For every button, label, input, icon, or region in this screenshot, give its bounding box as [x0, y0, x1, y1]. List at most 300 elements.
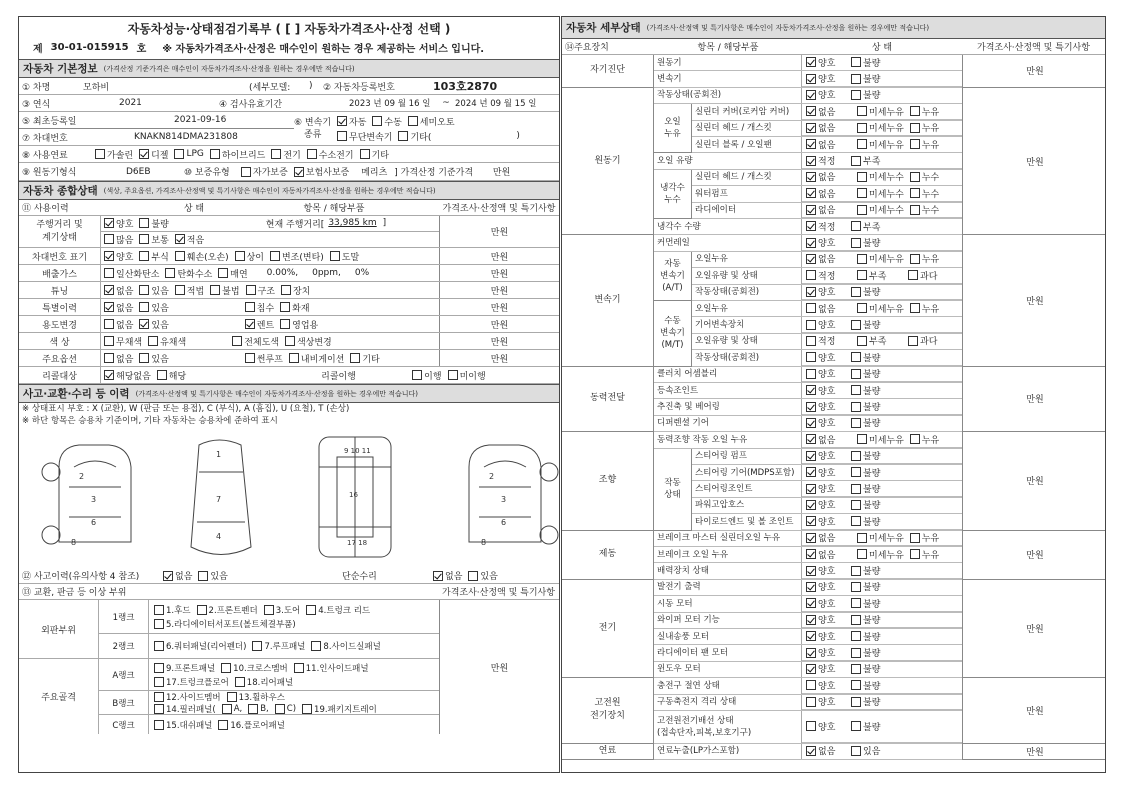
checkbox-option[interactable]: 없음 [805, 548, 851, 561]
checkbox-option[interactable]: 있음 [850, 744, 890, 757]
checkbox-option[interactable]: 불량 [850, 482, 890, 495]
checkbox-option[interactable]: 일산화탄소 [103, 267, 159, 280]
checkbox-option[interactable]: 미세누유 [856, 252, 904, 265]
part-item[interactable]: 5.라디에이터서포트(볼트체결부품) [153, 618, 296, 630]
part-item[interactable]: 3.도어 [263, 604, 301, 616]
part-item[interactable]: 8.사이드실패널 [310, 640, 380, 652]
checkbox-option[interactable]: 상이 [234, 250, 264, 263]
checkbox-option[interactable]: 이행 [411, 369, 441, 382]
unchecked-box-icon[interactable] [851, 648, 861, 658]
unchecked-box-icon[interactable] [857, 303, 867, 313]
checkbox-option[interactable]: 양호 [805, 515, 845, 528]
checked-box-icon[interactable] [806, 582, 816, 592]
checkbox-option[interactable]: 불량 [850, 564, 890, 577]
unchecked-box-icon[interactable] [910, 123, 920, 133]
unchecked-box-icon[interactable] [372, 116, 382, 126]
checkbox-option[interactable]: 양호 [805, 498, 845, 511]
checkbox-option[interactable]: 양호 [805, 597, 845, 610]
unchecked-box-icon[interactable] [104, 319, 114, 329]
checked-box-icon[interactable] [806, 90, 816, 100]
unchecked-box-icon[interactable] [857, 123, 867, 133]
checkbox-option[interactable]: 불량 [850, 351, 890, 364]
checkbox-option[interactable]: 없음 [805, 252, 851, 265]
part-item[interactable]: 4.트렁크 리드 [305, 604, 370, 616]
checkbox-option[interactable]: 화재 [279, 301, 309, 314]
unchecked-box-icon[interactable] [806, 369, 816, 379]
checkbox-option[interactable]: 불량 [850, 285, 890, 298]
checkbox-option[interactable]: 없음 [432, 569, 462, 582]
checkbox-option[interactable]: 수소전기 [306, 148, 354, 161]
checkbox-option[interactable]: 없음 [162, 569, 192, 582]
checkbox-option[interactable]: 불량 [850, 416, 890, 429]
unchecked-box-icon[interactable] [95, 149, 105, 159]
checkbox-option[interactable]: 양호 [805, 482, 845, 495]
checkbox-option[interactable]: 양호 [805, 318, 845, 331]
checkbox-option[interactable]: LPG [173, 149, 203, 159]
checkbox-option[interactable]: 적정 [805, 154, 845, 167]
unchecked-box-icon[interactable] [851, 418, 861, 428]
unchecked-box-icon[interactable] [218, 720, 228, 730]
checked-box-icon[interactable] [806, 172, 816, 182]
unchecked-box-icon[interactable] [104, 353, 114, 363]
unchecked-box-icon[interactable] [851, 320, 861, 330]
unchecked-box-icon[interactable] [271, 149, 281, 159]
checked-box-icon[interactable] [104, 370, 114, 380]
checkbox-option[interactable]: 양호 [805, 351, 845, 364]
checkbox-option[interactable]: 불량 [850, 466, 890, 479]
unchecked-box-icon[interactable] [851, 74, 861, 84]
unchecked-box-icon[interactable] [270, 251, 280, 261]
unchecked-box-icon[interactable] [408, 116, 418, 126]
checked-box-icon[interactable] [806, 648, 816, 658]
unchecked-box-icon[interactable] [806, 721, 816, 731]
part-item[interactable]: A, [221, 704, 243, 714]
checkbox-option[interactable]: 양호 [805, 646, 845, 659]
checkbox-option[interactable]: 양호 [805, 367, 845, 380]
unchecked-box-icon[interactable] [139, 251, 149, 261]
checkbox-option[interactable]: 양호 [805, 679, 845, 692]
checkbox-option[interactable]: 변조(변타) [269, 250, 324, 263]
unchecked-box-icon[interactable] [245, 302, 255, 312]
checkbox-option[interactable]: 양호 [805, 564, 845, 577]
unchecked-box-icon[interactable] [264, 605, 274, 615]
unchecked-box-icon[interactable] [851, 697, 861, 707]
checkbox-option[interactable]: 색상변경 [284, 335, 332, 348]
checkbox-option[interactable]: 부족 [856, 269, 902, 282]
checkbox-option[interactable]: 없음 [805, 170, 851, 183]
unchecked-box-icon[interactable] [104, 336, 114, 346]
checked-box-icon[interactable] [163, 571, 173, 581]
checkbox-option[interactable]: 누유 [909, 433, 955, 446]
checkbox-option[interactable]: 불량 [850, 662, 890, 675]
checkbox-option[interactable]: 렌트 [244, 318, 274, 331]
checkbox-option[interactable]: 없음 [103, 284, 133, 297]
unchecked-box-icon[interactable] [857, 139, 867, 149]
checkbox-option[interactable]: 적정 [805, 334, 851, 347]
checked-box-icon[interactable] [806, 238, 816, 248]
unchecked-box-icon[interactable] [294, 663, 304, 673]
checkbox-option[interactable]: 양호 [805, 285, 845, 298]
unchecked-box-icon[interactable] [139, 218, 149, 228]
unchecked-box-icon[interactable] [350, 353, 360, 363]
checkbox-option[interactable]: 해당 [156, 369, 186, 382]
checkbox-option[interactable]: 불량 [850, 88, 890, 101]
unchecked-box-icon[interactable] [851, 500, 861, 510]
unchecked-box-icon[interactable] [806, 352, 816, 362]
unchecked-box-icon[interactable] [910, 533, 920, 543]
unchecked-box-icon[interactable] [154, 720, 164, 730]
unchecked-box-icon[interactable] [398, 131, 408, 141]
unchecked-box-icon[interactable] [857, 549, 867, 559]
checkbox-option[interactable]: 무단변속기 [336, 130, 392, 143]
checkbox-option[interactable]: 양호 [805, 72, 845, 85]
part-item[interactable]: 11.인사이드패널 [293, 662, 369, 674]
checkbox-option[interactable]: 누수 [909, 203, 955, 216]
unchecked-box-icon[interactable] [252, 641, 262, 651]
checked-box-icon[interactable] [806, 746, 816, 756]
unchecked-box-icon[interactable] [851, 385, 861, 395]
checkbox-option[interactable]: 보험사보증 [293, 165, 349, 178]
checked-box-icon[interactable] [806, 516, 816, 526]
unchecked-box-icon[interactable] [908, 336, 918, 346]
checkbox-option[interactable]: 적음 [174, 233, 204, 246]
checkbox-option[interactable]: 수동 [371, 115, 401, 128]
checked-box-icon[interactable] [806, 57, 816, 67]
part-item[interactable]: 17.트렁크플로어 [153, 676, 229, 688]
checkbox-option[interactable]: 양호 [805, 662, 845, 675]
unchecked-box-icon[interactable] [360, 149, 370, 159]
checkbox-option[interactable]: 누유 [909, 252, 955, 265]
checkbox-option[interactable]: 불량 [850, 646, 890, 659]
unchecked-box-icon[interactable] [285, 336, 295, 346]
unchecked-box-icon[interactable] [851, 369, 861, 379]
checkbox-option[interactable]: 없음 [103, 352, 133, 365]
part-item[interactable]: C) [274, 704, 296, 714]
checkbox-option[interactable]: 양호 [805, 449, 845, 462]
unchecked-box-icon[interactable] [910, 254, 920, 264]
unchecked-box-icon[interactable] [851, 352, 861, 362]
part-item[interactable]: 19.패키지트레이 [301, 703, 377, 714]
checkbox-option[interactable]: 양호 [805, 384, 845, 397]
unchecked-box-icon[interactable] [851, 680, 861, 690]
checked-box-icon[interactable] [806, 467, 816, 477]
checked-box-icon[interactable] [806, 631, 816, 641]
checkbox-option[interactable]: 기타 [359, 148, 389, 161]
unchecked-box-icon[interactable] [281, 285, 291, 295]
checkbox-option[interactable]: 양호 [805, 630, 845, 643]
checkbox-option[interactable]: 침수 [244, 301, 274, 314]
checkbox-option[interactable]: 없음 [805, 531, 851, 544]
checkbox-option[interactable]: 장치 [280, 284, 310, 297]
checkbox-option[interactable]: 매연 [217, 267, 247, 280]
unchecked-box-icon[interactable] [857, 434, 867, 444]
checkbox-option[interactable]: 양호 [805, 613, 845, 626]
checkbox-option[interactable]: 보통 [138, 233, 168, 246]
checkbox-option[interactable]: 불량 [850, 498, 890, 511]
part-item[interactable]: 16.플로어패널 [217, 719, 285, 731]
unchecked-box-icon[interactable] [154, 663, 164, 673]
checked-box-icon[interactable] [806, 434, 816, 444]
unchecked-box-icon[interactable] [232, 336, 242, 346]
checkbox-option[interactable]: 유채색 [147, 335, 186, 348]
checkbox-option[interactable]: 전기 [270, 148, 300, 161]
checkbox-option[interactable]: 불량 [850, 695, 890, 708]
unchecked-box-icon[interactable] [210, 149, 220, 159]
unchecked-box-icon[interactable] [910, 434, 920, 444]
checked-box-icon[interactable] [806, 205, 816, 215]
checked-box-icon[interactable] [806, 500, 816, 510]
unchecked-box-icon[interactable] [227, 692, 237, 702]
unchecked-box-icon[interactable] [851, 238, 861, 248]
part-item[interactable]: 15.대쉬패널 [153, 719, 212, 731]
unchecked-box-icon[interactable] [851, 156, 861, 166]
checkbox-option[interactable]: 부식 [138, 250, 168, 263]
checked-box-icon[interactable] [806, 385, 816, 395]
unchecked-box-icon[interactable] [910, 205, 920, 215]
unchecked-box-icon[interactable] [806, 270, 816, 280]
checkbox-option[interactable]: 미세누유 [856, 121, 904, 134]
unchecked-box-icon[interactable] [302, 704, 312, 714]
checked-box-icon[interactable] [806, 402, 816, 412]
checkbox-option[interactable]: 미세누유 [856, 138, 904, 151]
checkbox-option[interactable]: 있음 [138, 318, 168, 331]
checkbox-option[interactable]: 누수 [909, 187, 955, 200]
checkbox-option[interactable]: 없음 [805, 203, 851, 216]
checkbox-option[interactable]: 양호 [805, 88, 845, 101]
checkbox-option[interactable]: 양호 [805, 466, 845, 479]
checkbox-option[interactable]: 구조 [245, 284, 275, 297]
unchecked-box-icon[interactable] [197, 605, 207, 615]
unchecked-box-icon[interactable] [275, 704, 285, 714]
unchecked-box-icon[interactable] [857, 172, 867, 182]
checked-box-icon[interactable] [806, 451, 816, 461]
checked-box-icon[interactable] [139, 149, 149, 159]
checked-box-icon[interactable] [104, 285, 114, 295]
checkbox-option[interactable]: 미세누유 [856, 105, 904, 118]
unchecked-box-icon[interactable] [851, 582, 861, 592]
unchecked-box-icon[interactable] [221, 663, 231, 673]
unchecked-box-icon[interactable] [806, 697, 816, 707]
unchecked-box-icon[interactable] [910, 139, 920, 149]
unchecked-box-icon[interactable] [806, 680, 816, 690]
checkbox-option[interactable]: 불량 [850, 318, 890, 331]
checkbox-option[interactable]: 불량 [850, 236, 890, 249]
checkbox-option[interactable]: 없음 [805, 187, 851, 200]
checkbox-option[interactable]: 없음 [805, 302, 851, 315]
checkbox-option[interactable]: 불량 [850, 72, 890, 85]
checked-box-icon[interactable] [806, 254, 816, 264]
checkbox-option[interactable]: 누수 [909, 170, 955, 183]
checked-box-icon[interactable] [806, 106, 816, 116]
unchecked-box-icon[interactable] [910, 172, 920, 182]
checked-box-icon[interactable] [139, 319, 149, 329]
checkbox-option[interactable]: 누유 [909, 531, 955, 544]
part-item[interactable]: 13.휠하우스 [226, 691, 285, 702]
checkbox-option[interactable]: 없음 [103, 301, 133, 314]
part-item[interactable]: 10.크로스멤버 [220, 662, 288, 674]
unchecked-box-icon[interactable] [851, 451, 861, 461]
part-item[interactable]: 6.쿼터패널(리어펜더) [153, 640, 246, 652]
unchecked-box-icon[interactable] [857, 188, 867, 198]
checkbox-option[interactable]: 많음 [103, 233, 133, 246]
checkbox-option[interactable]: 불량 [850, 384, 890, 397]
checkbox-option[interactable]: 양호 [805, 400, 845, 413]
unchecked-box-icon[interactable] [218, 268, 228, 278]
unchecked-box-icon[interactable] [157, 370, 167, 380]
checked-box-icon[interactable] [294, 167, 304, 177]
checkbox-option[interactable]: 세미오토 [407, 115, 455, 128]
unchecked-box-icon[interactable] [280, 319, 290, 329]
unchecked-box-icon[interactable] [910, 549, 920, 559]
unchecked-box-icon[interactable] [857, 533, 867, 543]
checked-box-icon[interactable] [104, 218, 114, 228]
checkbox-option[interactable]: 썬루프 [244, 352, 283, 365]
checkbox-option[interactable]: 없음 [103, 318, 133, 331]
checkbox-option[interactable]: 없음 [805, 138, 851, 151]
unchecked-box-icon[interactable] [245, 353, 255, 363]
checkbox-option[interactable]: 있음 [138, 284, 168, 297]
checkbox-option[interactable]: 있음 [138, 301, 168, 314]
unchecked-box-icon[interactable] [806, 320, 816, 330]
checkbox-option[interactable]: 자가보증 [240, 165, 288, 178]
checked-box-icon[interactable] [806, 566, 816, 576]
unchecked-box-icon[interactable] [289, 353, 299, 363]
unchecked-box-icon[interactable] [851, 631, 861, 641]
unchecked-box-icon[interactable] [851, 484, 861, 494]
unchecked-box-icon[interactable] [311, 641, 321, 651]
checkbox-option[interactable]: 불법 [209, 284, 239, 297]
unchecked-box-icon[interactable] [154, 692, 164, 702]
checkbox-option[interactable]: 전체도색 [231, 335, 279, 348]
checkbox-option[interactable]: 불량 [850, 367, 890, 380]
checkbox-option[interactable]: 과다 [907, 334, 953, 347]
unchecked-box-icon[interactable] [857, 270, 867, 280]
checked-box-icon[interactable] [806, 418, 816, 428]
checkbox-option[interactable]: 미세누유 [856, 531, 904, 544]
unchecked-box-icon[interactable] [851, 467, 861, 477]
checkbox-option[interactable]: 양호 [805, 720, 845, 733]
unchecked-box-icon[interactable] [908, 270, 918, 280]
part-item[interactable]: 12.사이드멤버 [153, 691, 221, 702]
unchecked-box-icon[interactable] [174, 149, 184, 159]
checkbox-option[interactable]: 도말 [329, 250, 359, 263]
checkbox-option[interactable]: 미세누수 [856, 203, 904, 216]
checked-box-icon[interactable] [806, 549, 816, 559]
unchecked-box-icon[interactable] [857, 254, 867, 264]
checkbox-option[interactable]: 무채색 [103, 335, 142, 348]
part-item[interactable]: 18.리어패널 [234, 676, 293, 688]
checkbox-option[interactable]: 부족 [856, 334, 902, 347]
checkbox-option[interactable]: 부족 [850, 220, 890, 233]
checked-box-icon[interactable] [245, 319, 255, 329]
checkbox-option[interactable]: 적정 [805, 220, 845, 233]
unchecked-box-icon[interactable] [104, 268, 114, 278]
checked-box-icon[interactable] [806, 139, 816, 149]
checkbox-option[interactable]: 누유 [909, 138, 955, 151]
unchecked-box-icon[interactable] [851, 664, 861, 674]
checkbox-option[interactable]: 없음 [805, 121, 851, 134]
part-item[interactable]: 9.프론트패널 [153, 662, 215, 674]
unchecked-box-icon[interactable] [246, 285, 256, 295]
checkbox-option[interactable]: 불량 [850, 580, 890, 593]
checkbox-option[interactable]: 적법 [174, 284, 204, 297]
checkbox-option[interactable]: 가솔린 [94, 148, 133, 161]
checkbox-option[interactable]: 없음 [805, 105, 851, 118]
part-item[interactable]: 2.프론트펜더 [196, 604, 258, 616]
checkbox-option[interactable]: 불량 [850, 56, 890, 69]
checkbox-option[interactable]: 미세누수 [856, 187, 904, 200]
checked-box-icon[interactable] [806, 188, 816, 198]
checked-box-icon[interactable] [806, 123, 816, 133]
unchecked-box-icon[interactable] [448, 370, 458, 380]
unchecked-box-icon[interactable] [148, 336, 158, 346]
unchecked-box-icon[interactable] [412, 370, 422, 380]
checkbox-option[interactable]: 누유 [909, 121, 955, 134]
checked-box-icon[interactable] [806, 74, 816, 84]
checkbox-option[interactable]: 적정 [805, 269, 851, 282]
checkbox-option[interactable]: 미세누수 [856, 170, 904, 183]
checkbox-option[interactable]: 누유 [909, 548, 955, 561]
unchecked-box-icon[interactable] [139, 353, 149, 363]
unchecked-box-icon[interactable] [337, 131, 347, 141]
checked-box-icon[interactable] [104, 251, 114, 261]
part-item[interactable]: 14.필러패널( [153, 703, 216, 714]
checkbox-option[interactable]: 누유 [909, 105, 955, 118]
unchecked-box-icon[interactable] [806, 303, 816, 313]
unchecked-box-icon[interactable] [910, 303, 920, 313]
checkbox-option[interactable]: 불량 [850, 449, 890, 462]
checked-box-icon[interactable] [806, 484, 816, 494]
unchecked-box-icon[interactable] [307, 149, 317, 159]
checkbox-option[interactable]: 불량 [850, 630, 890, 643]
unchecked-box-icon[interactable] [104, 234, 114, 244]
checkbox-option[interactable]: 미이행 [447, 369, 486, 382]
checkbox-option[interactable]: 해당없음 [103, 369, 151, 382]
unchecked-box-icon[interactable] [248, 704, 258, 714]
checked-box-icon[interactable] [175, 234, 185, 244]
unchecked-box-icon[interactable] [857, 336, 867, 346]
unchecked-box-icon[interactable] [241, 167, 251, 177]
part-item[interactable]: 1.후드 [153, 604, 191, 616]
checkbox-option[interactable]: 불량 [850, 400, 890, 413]
unchecked-box-icon[interactable] [330, 251, 340, 261]
checkbox-option[interactable]: 양호 [805, 695, 845, 708]
checkbox-option[interactable]: 있음 [197, 569, 227, 582]
checkbox-option[interactable]: 탄화수소 [164, 267, 212, 280]
checkbox-option[interactable]: 양호 [805, 236, 845, 249]
unchecked-box-icon[interactable] [851, 402, 861, 412]
unchecked-box-icon[interactable] [851, 516, 861, 526]
unchecked-box-icon[interactable] [851, 566, 861, 576]
checkbox-option[interactable]: 자동 [336, 115, 366, 128]
checkbox-option[interactable]: 미세누유 [856, 548, 904, 561]
unchecked-box-icon[interactable] [910, 106, 920, 116]
unchecked-box-icon[interactable] [851, 598, 861, 608]
checkbox-option[interactable]: 양호 [805, 580, 845, 593]
checkbox-option[interactable]: 영업용 [279, 318, 318, 331]
checkbox-option[interactable]: 과다 [907, 269, 953, 282]
unchecked-box-icon[interactable] [280, 302, 290, 312]
unchecked-box-icon[interactable] [154, 677, 164, 687]
unchecked-box-icon[interactable] [857, 205, 867, 215]
checkbox-option[interactable]: 없음 [805, 744, 845, 757]
unchecked-box-icon[interactable] [235, 251, 245, 261]
unchecked-box-icon[interactable] [154, 641, 164, 651]
checkbox-option[interactable]: 있음 [467, 569, 497, 582]
unchecked-box-icon[interactable] [857, 106, 867, 116]
checked-box-icon[interactable] [104, 302, 114, 312]
unchecked-box-icon[interactable] [139, 234, 149, 244]
